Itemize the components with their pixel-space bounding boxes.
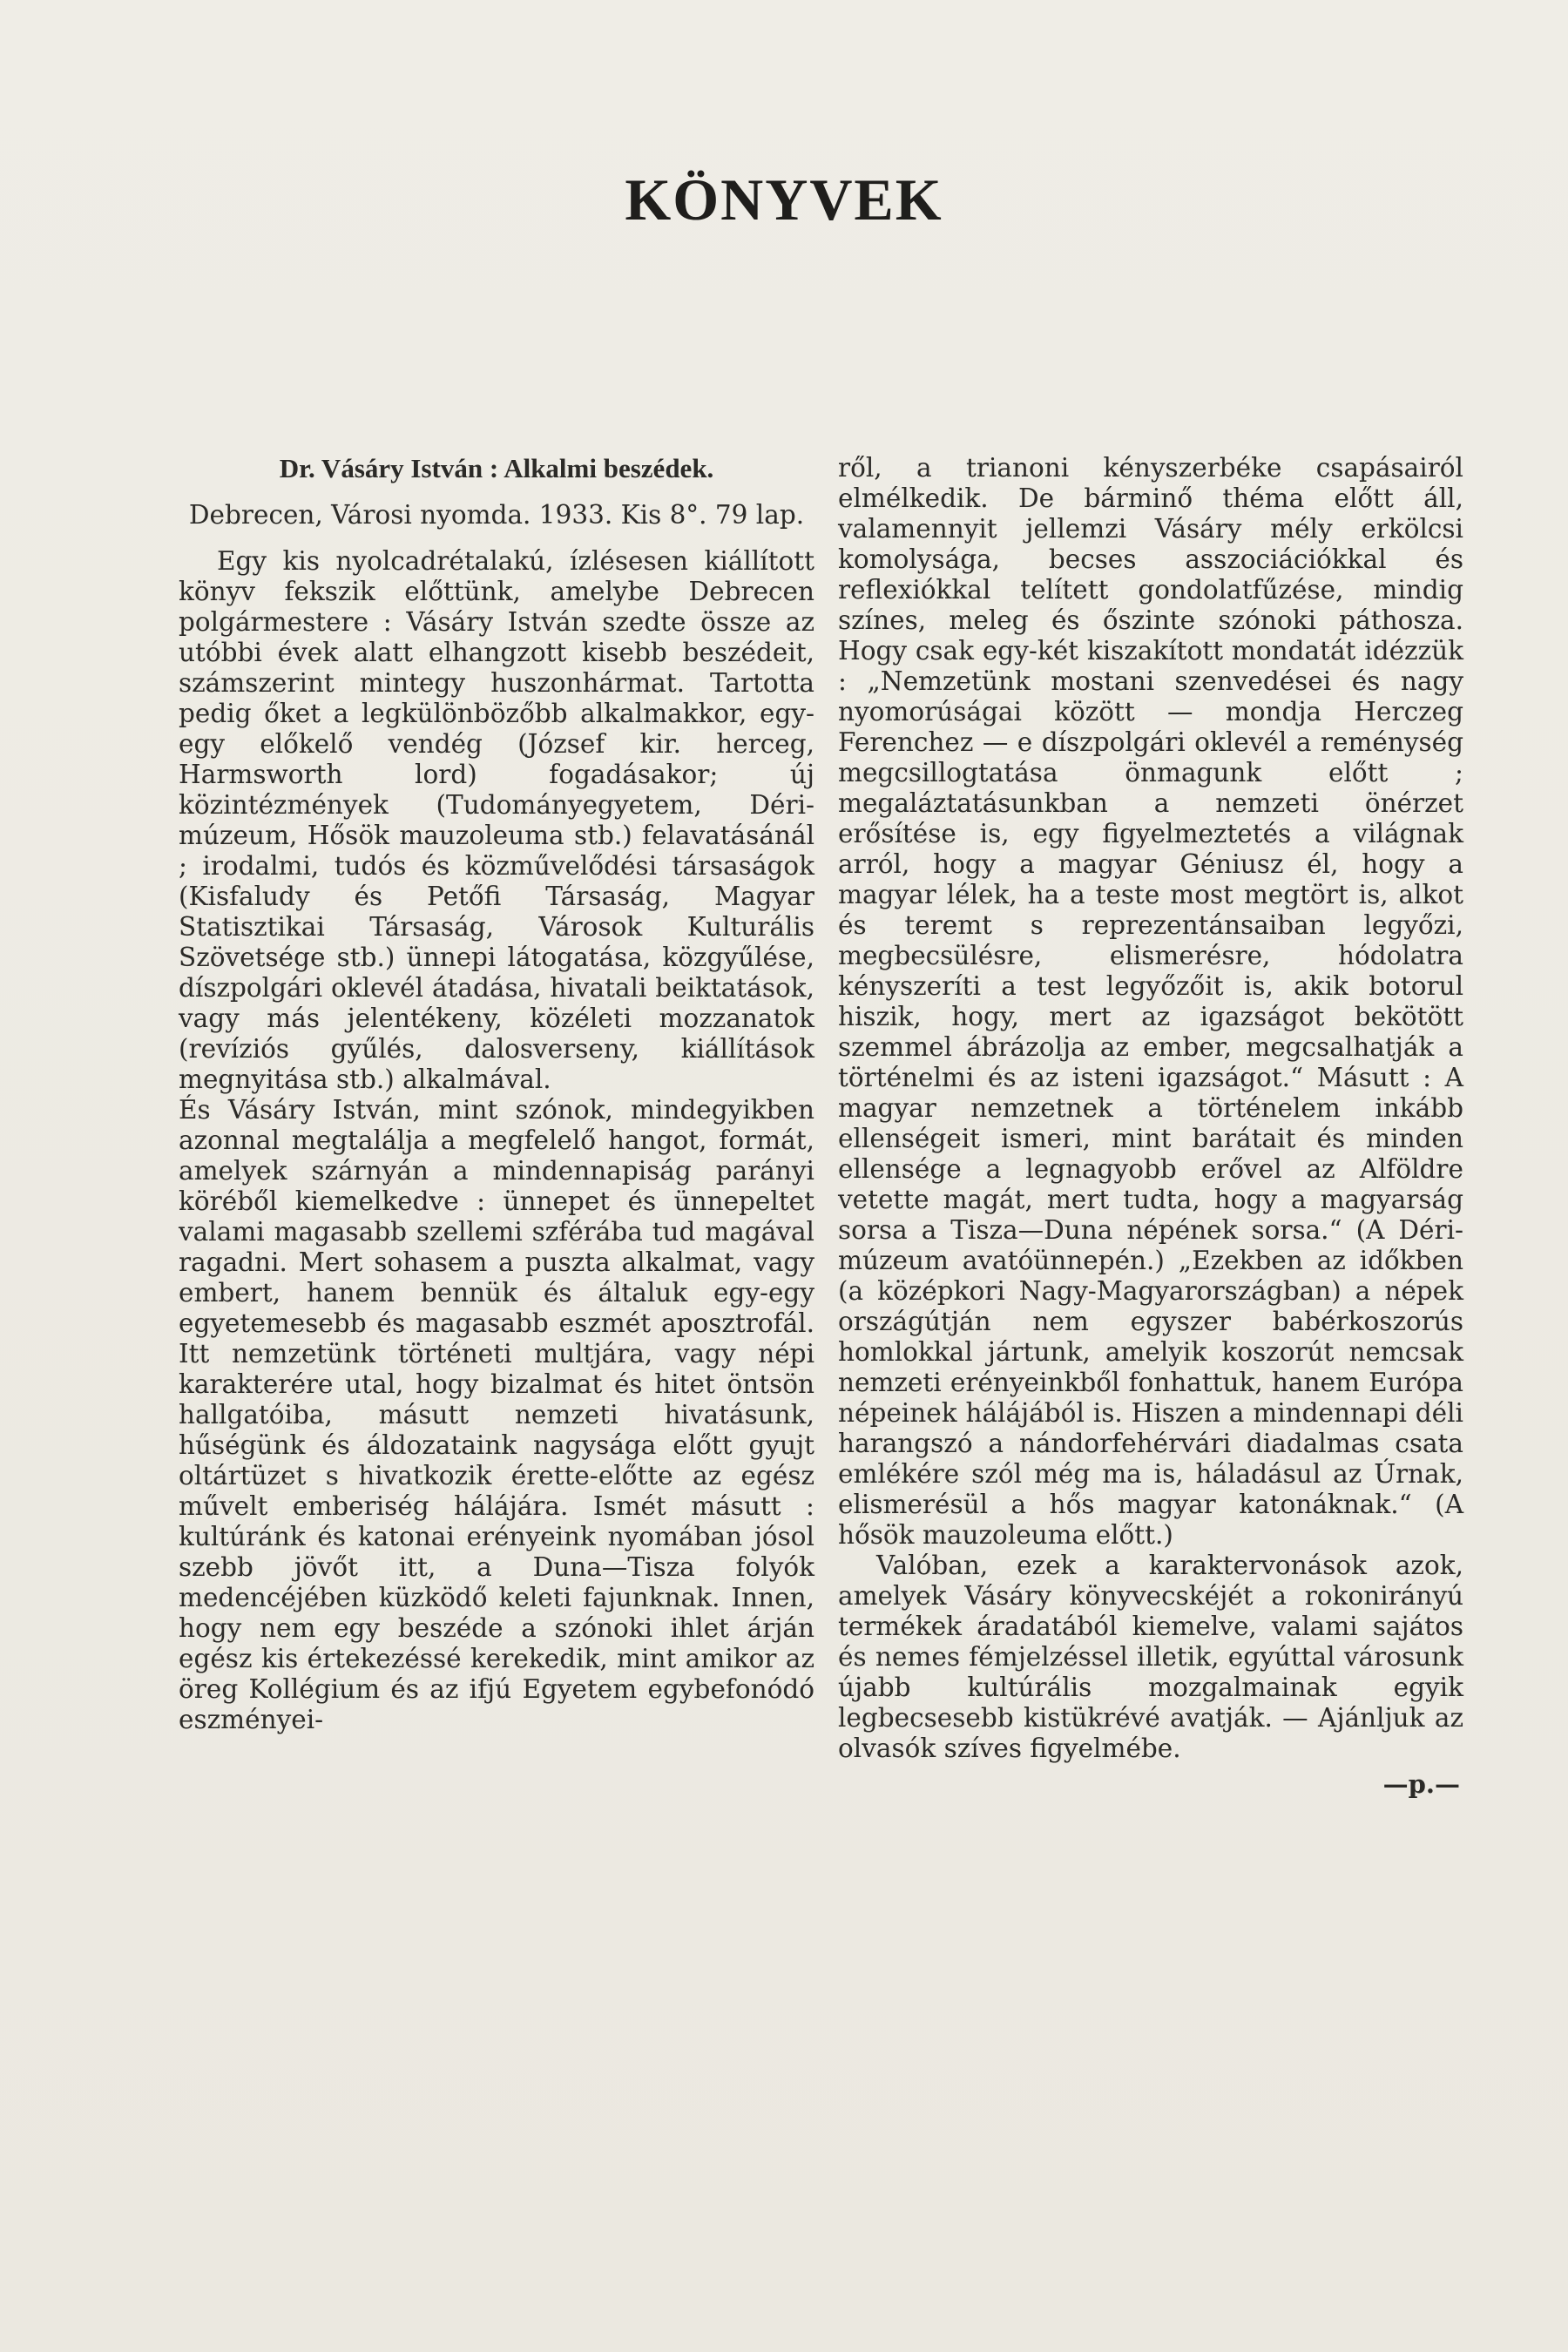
author-signature: —p.— xyxy=(1382,1769,1460,1799)
right-column xyxy=(838,453,1463,1800)
review-paragraph-1: Egy kis nyolcadrétalakú, ízlésesen kiállított könyv fekszik előttünk, amelybe Debrecen polgármestere : Vásáry István szedte össze az utóbbi évek alatt elhangzott kisebb beszédeit, számszerint mintegy huszonhármat. Tartotta pedig őket a legkülönbözőbb alkalmakkor, egy-egy előkelő vendég (József kir. herceg, Harmsworth lord) fogadásakor; új közintézmények (Tudományegyetem, Déri-múzeum, Hősök mauzoleuma stb.) felavatásánál ; irodalmi, tudós és közművelődési társaságok (Kisfaludy és Petőfi Társaság, Magyar Statisztikai Társaság, Városok Kulturális Szövetsége stb.) ünnepi látogatása, közgyűlése, díszpolgári oklevél átadása, hivatali beiktatások, vagy más jelentékeny, közéleti mozzanatok (revíziós gyűlés, dalosverseny, kiállítások megnyitása stb.) alkalmával. xyxy=(179,546,814,1094)
left-column xyxy=(179,453,814,1735)
review-paragraph-3: Valóban, ezek a karaktervonások azok, amelyek Vásáry könyvecskéjét a rokonirányú termékek áradatából kiemelve, valami sajátos és nemes fémjelzéssel illetik, egyúttal városunk újabb kultúrális mozgalmainak egyik legbecsesebb kistükrévé avatják. — Ajánljuk az olvasók szíves figyelmébe. xyxy=(838,1551,1463,1763)
page-title: KÖNYVEK xyxy=(625,166,943,233)
book-heading: Dr. Vásáry István : Alkalmi beszédek. xyxy=(279,453,714,483)
publication-info: Debrecen, Városi nyomda. 1933. Kis 8°. 79 lap. xyxy=(188,500,805,530)
review-paragraph-2-start: És Vásáry István, mint szónok, mindegyikben azonnal megtalálja a megfelelő hangot, formát, amelyek szárnyán a mindennapiság parányi köréből kiemelkedve : ünnepet és ünnepeltet valami magasabb szellemi szférába tud magával ragadni. Mert sohasem a puszta alkalmat, vagy embert, hanem bennük és általuk egy-egy egyetemesebb és magasabb eszmét aposztrofál. Itt nemzetünk történeti multjára, vagy népi karakterére utal, hogy bizalmat és hitet öntsön hallgatóiba, másutt nemzeti hivatásunk, hűségünk és áldozataink nagysága előtt gyujt oltártüzet s hivatkozik érette-előtte az egész művelt emberiség hálájára. Ismét másutt : kultúránk és katonai erényeink nyomában jósol szebb jövőt itt, a Duna—Tisza folyók medencéjében küzködő keleti fajunknak. Innen, hogy nem egy beszéde a szónoki ihlet árján egész kis értekezéssé kerekedik, mint amikor az öreg Kollégium és az ifjú Egyetem egybefonódó eszményei- xyxy=(179,1095,814,1734)
review-paragraph-2-continued: ről, a trianoni kényszerbéke csapásairól elmélkedik. De bárminő théma előtt áll, valamennyit jellemzi Vásáry mély erkölcsi komolysága, becses asszociációkkal és reflexiókkal telített gondolatfűzése, mindig színes, meleg és őszinte szónoki páthosza. Hogy csak egy-két kiszakított mondatát idézzük : „Nemzetünk mostani szenvedései és nagy nyomorúságai között — mondja Herczeg Ferenchez — e díszpolgári oklevél a reménység megcsillogtatása önmagunk előtt ; megaláztatásunkban a nemzeti önérzet erősítése is, egy figyelmeztetés a világnak arról, hogy a magyar Géniusz él, hogy a magyar lélek, ha a teste most megtört is, alkot és teremt s reprezentánsaiban legyőzi, megbecsülésre, elismerésre, hódolatra kényszeríti a test legyőzőit is, akik botorul hiszik, hogy, mert az igazságot bekötött szemmel ábrázolja az ember, megcsalhatják a történelmi és az isteni igazságot.“ Másutt : A magyar nemzetnek a történelem inkább ellenségeit ismeri, mint barátait és minden ellensége a legnagyobb erővel az Alföldre vetette magát, mert tudta, hogy a magyarság sorsa a Tisza—Duna népének sorsa.“ (A Déri-múzeum avatóünnepén.) „Ezekben az időkben (a középkori Nagy-Magyarországban) a népek országútján nem egyszer babérkoszorús homlokkal jártunk, amelyik koszorút nemcsak nemzeti erényeinkből fonhattuk, hanem Európa népeinek hálájából is. Hiszen a mindennapi déli harangszó a nándorfehérvári diadalmas csata emlékére szól még ma is, háladásul az Úrnak, elismerésül a hős magyar katonáknak.“ (A hősök mauzoleuma előtt.) xyxy=(838,453,1463,1550)
